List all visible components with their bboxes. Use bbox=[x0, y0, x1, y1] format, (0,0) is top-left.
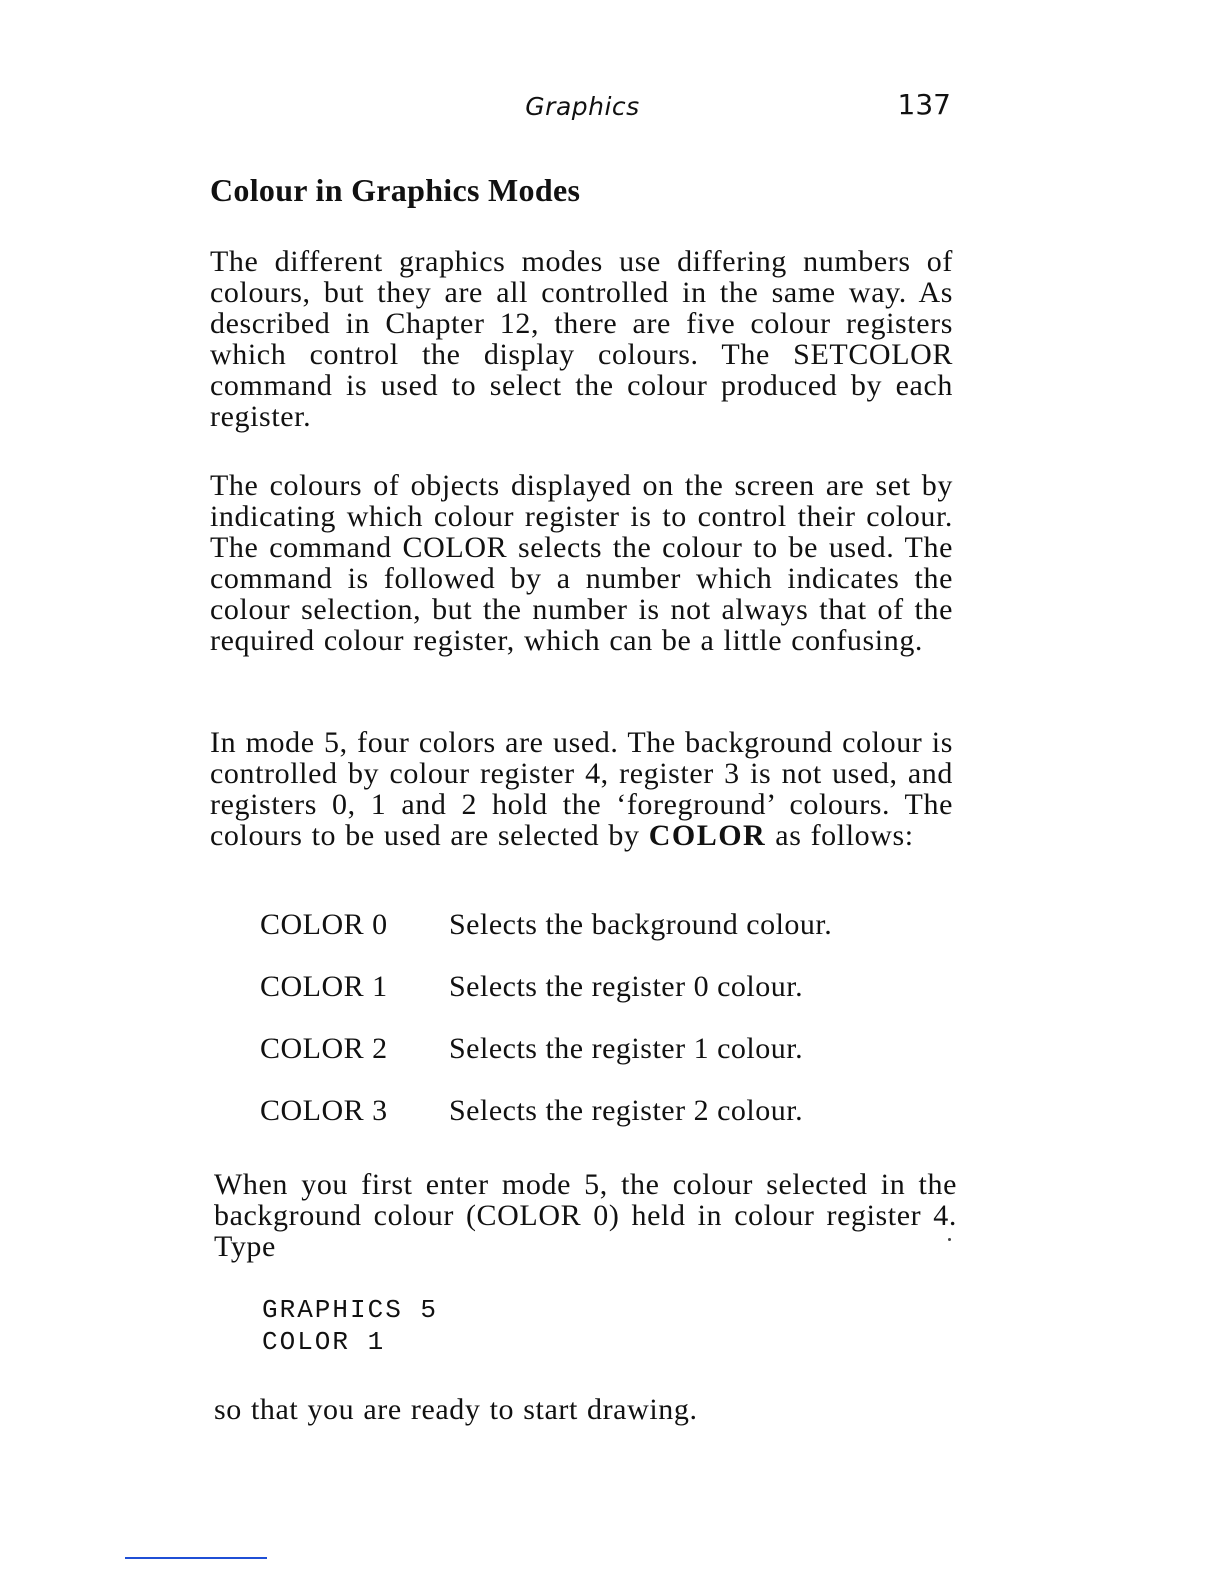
color-command: COLOR 2 bbox=[260, 1032, 388, 1065]
running-title: Graphics bbox=[525, 92, 640, 121]
color-selection-table bbox=[260, 908, 940, 1156]
code-line: GRAPHICS 5 bbox=[262, 1295, 439, 1325]
color-command: COLOR 1 bbox=[260, 970, 388, 1003]
inline-color-keyword: COLOR bbox=[648, 819, 767, 852]
color-command: COLOR 3 bbox=[260, 1094, 388, 1127]
table-row bbox=[260, 1032, 940, 1094]
table-row bbox=[260, 908, 940, 970]
color-description: Selects the background colour. bbox=[449, 908, 833, 941]
code-line: COLOR 1 bbox=[262, 1327, 386, 1357]
paragraph-color-command: The colours of objects displayed on the screen are set by indicating which colour register is to control their colour. The command COLOR selects the colour to be used. The command is followed by a number which indicates the colour selection, but the number is not always that of the required colour register, which can be a little confusing. bbox=[210, 469, 953, 657]
paragraph-intro: The different graphics modes use differing numbers of colours, but they are all controlled in the same way. As described in Chapter 12, there are five colour registers which control the display colours. The SETCOLOR command is used to select the colour produced by each register. bbox=[210, 245, 953, 433]
paragraph-mode-5 bbox=[210, 727, 953, 851]
paragraph-mode-5-text: In mode 5, four colors are used. The background colour is controlled by colour register 4, register 3 is not used, and registers 0, 1 and 2 hold the ‘foreground’ colours. The colours to be used are selected by bbox=[210, 726, 953, 852]
color-description: Selects the register 1 colour. bbox=[449, 1032, 804, 1065]
color-description: Selects the register 2 colour. bbox=[449, 1094, 804, 1127]
section-heading: Colour in Graphics Modes bbox=[210, 172, 581, 208]
scan-speck bbox=[948, 1238, 951, 1241]
paragraph-mode-5-tail: as follows: bbox=[766, 819, 914, 852]
table-row bbox=[260, 970, 940, 1032]
paragraph-closing: so that you are ready to start drawing. bbox=[214, 1393, 698, 1426]
code-listing bbox=[262, 1294, 438, 1358]
paragraph-first-enter: When you first enter mode 5, the colour selected in the background colour (COLOR 0) held in colour register 4. Type bbox=[214, 1168, 957, 1263]
table-row bbox=[260, 1094, 940, 1156]
color-command: COLOR 0 bbox=[260, 908, 388, 941]
running-header bbox=[210, 86, 955, 126]
page-number: 137 bbox=[897, 88, 951, 121]
footer-rule bbox=[125, 1557, 267, 1559]
color-description: Selects the register 0 colour. bbox=[449, 970, 804, 1003]
